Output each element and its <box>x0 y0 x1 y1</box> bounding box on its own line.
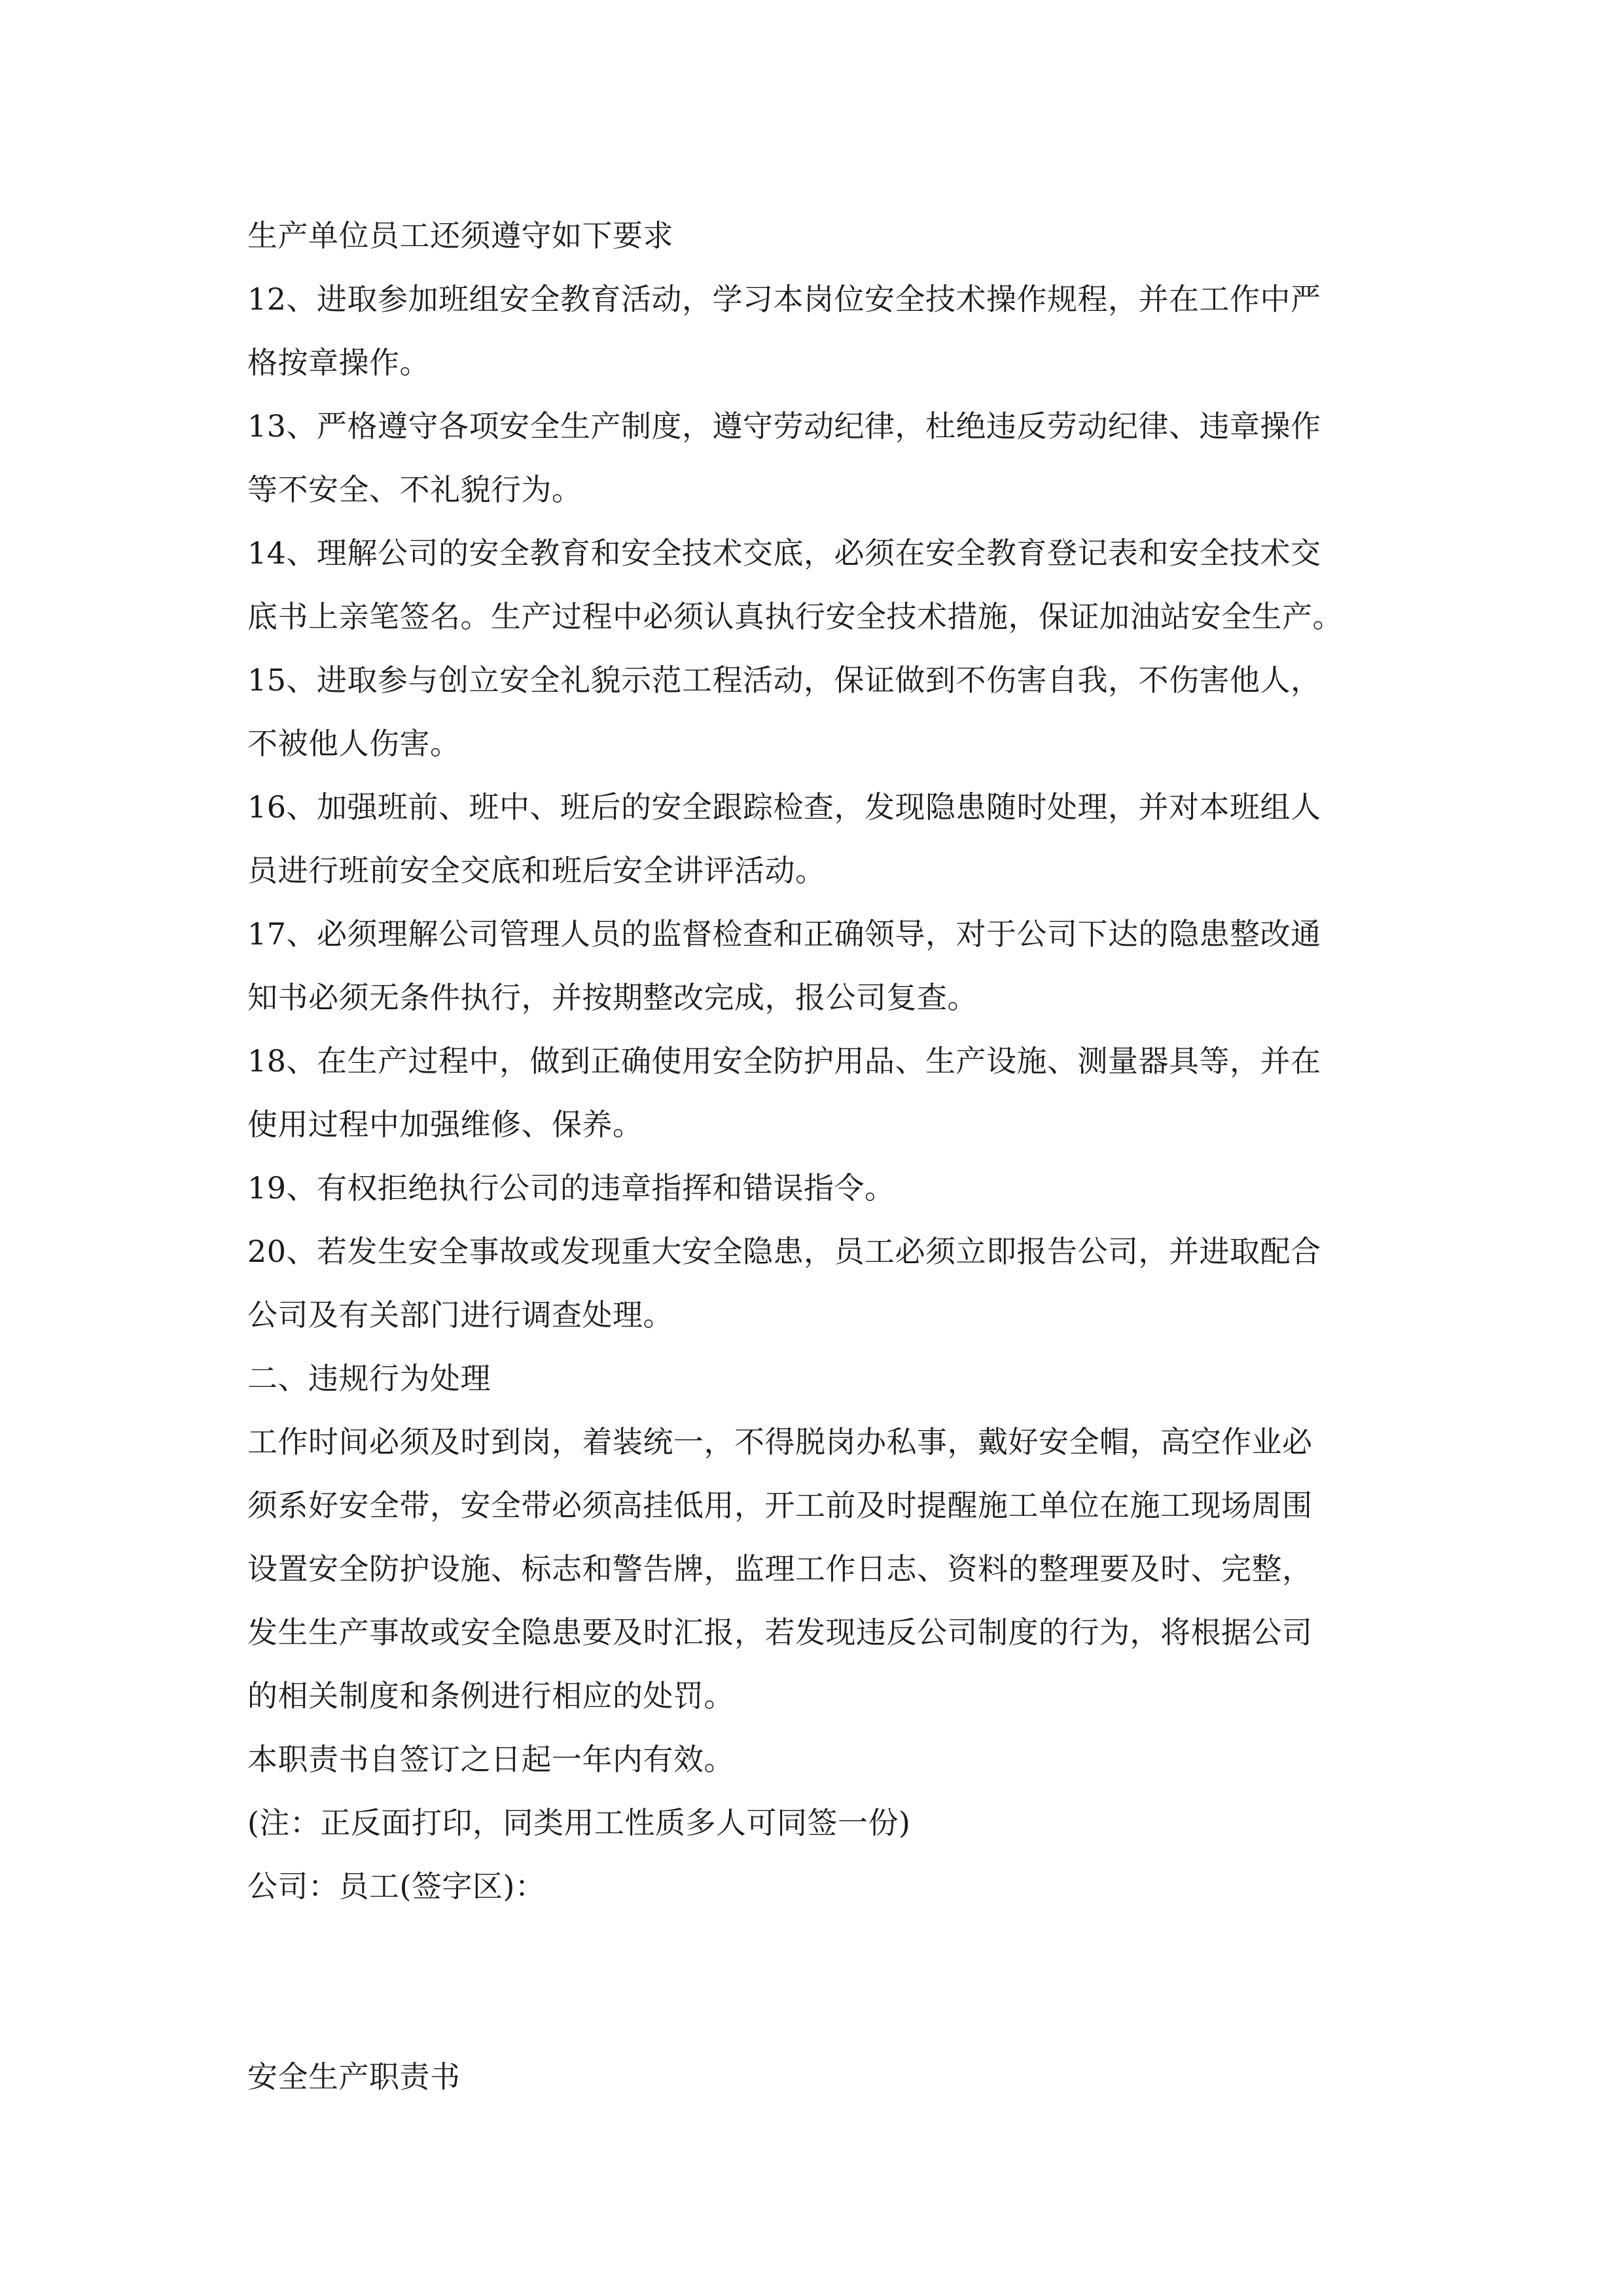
clause-15-line-1: 15、进取参与创立安全礼貌示范工程活动，保证做到不伤害自我，不伤害他人， <box>247 662 1321 698</box>
clause-20-line-1: 20、若发生安全事故或发现重大安全隐患，员工必须立即报告公司，并进取配合 <box>247 1234 1321 1269</box>
clause-17-line-1: 17、必须理解公司管理人员的监督检查和正确领导，对于公司下达的隐患整改通 <box>247 916 1321 952</box>
clause-14-line-1: 14、理解公司的安全教育和安全技术交底，必须在安全教育登记表和安全技术交 <box>247 535 1321 571</box>
footer-title: 安全生产职责书 <box>247 2059 461 2094</box>
violations-paragraph-line-4: 发生生产事故或安全隐患要及时汇报，若发现违反公司制度的行为，将根据公司 <box>247 1615 1313 1650</box>
violations-paragraph-line-2: 须系好安全带，安全带必须高挂低用，开工前及时提醒施工单位在施工现场周围 <box>247 1488 1313 1523</box>
section-heading-violations: 二、违规行为处理 <box>247 1361 491 1396</box>
section-intro: 生产单位员工还须遵守如下要求 <box>247 218 673 253</box>
clause-16-line-1: 16、加强班前、班中、班后的安全跟踪检查，发现隐患随时处理，并对本班组人 <box>247 789 1321 825</box>
clause-12-line-2: 格按章操作。 <box>247 345 430 380</box>
clause-13-line-2: 等不安全、不礼貌行为。 <box>247 472 582 507</box>
clause-19: 19、有权拒绝执行公司的违章指挥和错误指令。 <box>247 1170 895 1206</box>
clause-15-line-2: 不被他人伤害。 <box>247 726 461 761</box>
clause-14-line-2: 底书上亲笔签名。生产过程中必须认真执行安全技术措施，保证加油站安全生产。 <box>247 599 1343 634</box>
clause-18-line-1: 18、在生产过程中，做到正确使用安全防护用品、生产设施、测量器具等，并在 <box>247 1043 1321 1079</box>
clause-18-line-2: 使用过程中加强维修、保养。 <box>247 1107 643 1142</box>
violations-paragraph-line-3: 设置安全防护设施、标志和警告牌，监理工作日志、资料的整理要及时、完整， <box>247 1551 1313 1587</box>
document-body <box>247 204 1386 2109</box>
clause-13-line-1: 13、严格遵守各项安全生产制度，遵守劳动纪律，杜绝违反劳动纪律、违章操作 <box>247 408 1321 444</box>
clause-20-line-2: 公司及有关部门进行调查处理。 <box>247 1297 673 1333</box>
violations-paragraph-line-5: 的相关制度和条例进行相应的处罚。 <box>247 1678 734 1713</box>
clause-12-line-1: 12、进取参加班组安全教育活动，学习本岗位安全技术操作规程，并在工作中严 <box>247 281 1321 317</box>
blank-gap <box>247 1918 1386 2045</box>
print-note: (注：正反面打印，同类用工性质多人可同签一份) <box>247 1805 911 1840</box>
violations-paragraph-line-1: 工作时间必须及时到岗，着装统一，不得脱岗办私事，戴好安全帽，高空作业必 <box>247 1424 1313 1460</box>
clause-17-line-2: 知书必须无条件执行，并按期整改完成，报公司复查。 <box>247 980 978 1015</box>
clause-16-line-2: 员进行班前安全交底和班后安全讲评活动。 <box>247 853 826 888</box>
validity-statement: 本职责书自签订之日起一年内有效。 <box>247 1742 734 1777</box>
signature-line: 公司：员工(签字区)： <box>247 1869 546 1904</box>
